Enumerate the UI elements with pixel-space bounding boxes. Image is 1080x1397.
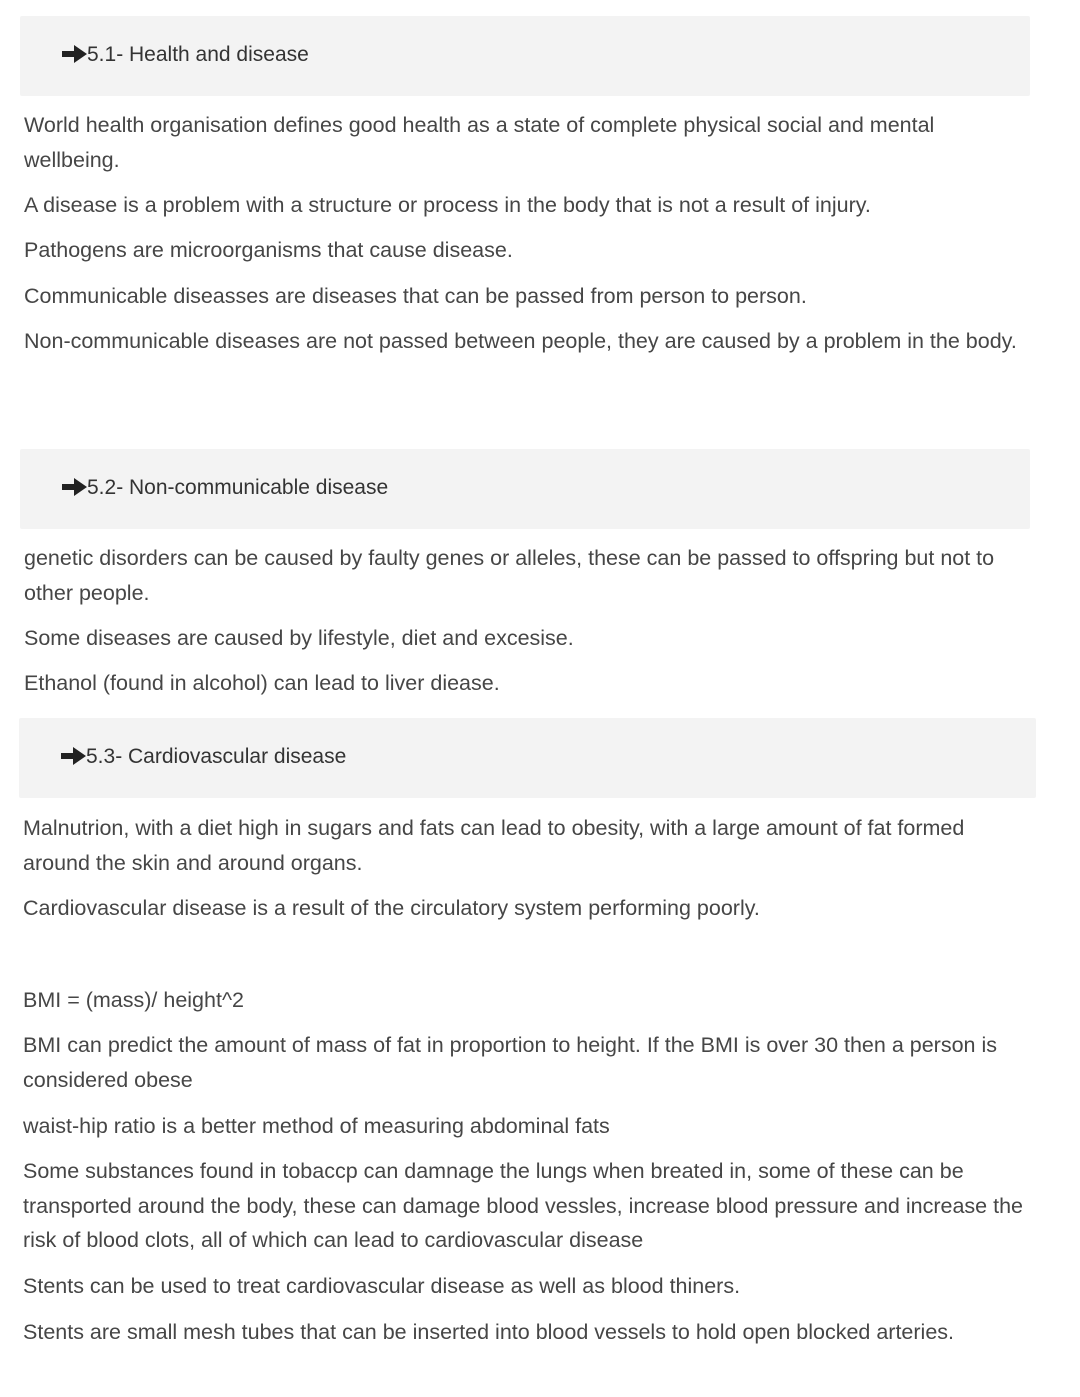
- paragraph: Cardiovascular disease is a result of the circulatory system performing poorly.: [23, 896, 760, 920]
- paragraph: waist-hip ratio is a better method of measuring abdominal fats: [23, 1114, 610, 1138]
- section-title: 5.2- Non-communicable disease: [87, 476, 389, 499]
- paragraph: Non-communicable diseases are not passed between people, they are caused by a problem in the body.: [24, 329, 1017, 353]
- paragraph: Stents can be used to treat cardiovascular disease as well as blood thiners.: [23, 1274, 741, 1298]
- paragraph: Ethanol (found in alcohol) can lead to liver diease.: [24, 671, 500, 695]
- paragraph: genetic disorders can be caused by faulty genes or alleles, these can be passed to offspring but not to other people.: [24, 546, 995, 605]
- paragraph: Some diseases are caused by lifestyle, diet and excesise.: [24, 626, 574, 650]
- section-header-5-1: [20, 16, 1030, 96]
- arrow-right-icon: [60, 476, 90, 498]
- paragraph: BMI can predict the amount of mass of fat in proportion to height. If the BMI is over 30 then a person is considered obese: [23, 1033, 997, 1092]
- arrow-right-icon: [60, 43, 90, 65]
- paragraph: Malnutrion, with a diet high in sugars and fats can lead to obesity, with a large amount of fat formed around the skin and around organs.: [23, 816, 965, 875]
- formula-text: BMI = (mass)/ height^2: [23, 988, 244, 1012]
- paragraph: Communicable diseasses are diseases that can be passed from person to person.: [24, 284, 807, 308]
- section-header-5-3: [19, 718, 1036, 798]
- arrow-right-icon: [59, 745, 89, 767]
- section-header-5-2: [20, 449, 1030, 529]
- paragraph: Pathogens are microorganisms that cause disease.: [24, 238, 513, 262]
- paragraph: World health organisation defines good health as a state of complete physical social and mental wellbeing.: [24, 113, 935, 172]
- paragraph: Stents are small mesh tubes that can be inserted into blood vessels to hold open blocked arteries.: [23, 1320, 955, 1344]
- section-title: 5.1- Health and disease: [87, 43, 309, 66]
- paragraph: Some substances found in tobaccp can damnage the lungs when breated in, some of these can be transported around the body, these can damage blood vessles, increase blood pressure and increase the risk of blood clots, all of which can lead to cardiovascular disease: [23, 1159, 1023, 1252]
- section-title: 5.3- Cardiovascular disease: [86, 745, 347, 768]
- paragraph: A disease is a problem with a structure or process in the body that is not a result of injury.: [24, 193, 871, 217]
